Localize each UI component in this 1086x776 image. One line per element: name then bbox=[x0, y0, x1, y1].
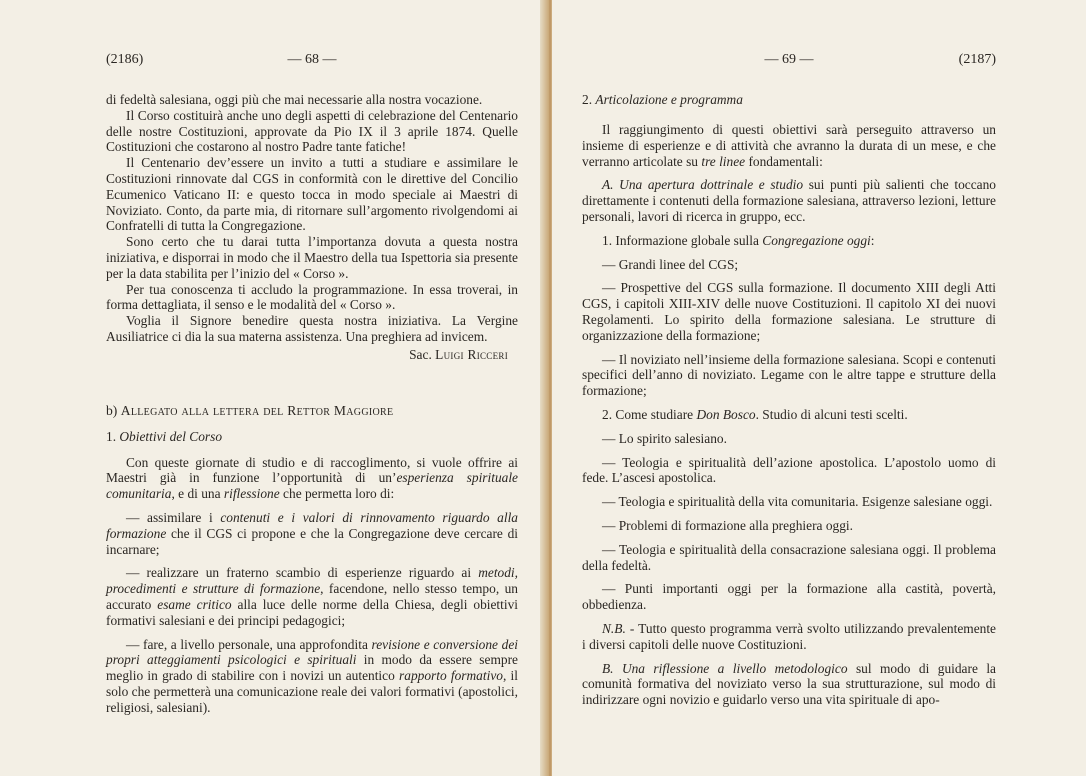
right-page-number: — 69 — bbox=[764, 52, 814, 67]
paragraph-fare bbox=[106, 637, 518, 716]
text-run: rapporto formativo bbox=[399, 668, 503, 684]
paragraph-2 bbox=[582, 407, 996, 423]
text-run: — realizzare un fraterno scambio di esperienze riguardo ai bbox=[126, 565, 479, 581]
subsection-heading-2 bbox=[582, 92, 996, 108]
paragraph: di fedeltà salesiana, oggi più che mai necessarie alla nostra vocazione. bbox=[106, 92, 483, 107]
paragraph: Sono certo che tu darai tutta l’importanza dovuta a questa nostra iniziativa, e disporrai in modo che il Maestro della tua Ispettoria sia presente per la data stabilita per l’inizio del « Corso ». bbox=[106, 234, 518, 281]
list-item: — Teologia e spiritualità della consacrazione salesiana oggi. Il problema della fedeltà. bbox=[582, 541, 996, 573]
text-run: che permetta loro di: bbox=[279, 486, 395, 502]
subsection-heading-2-num: 2. bbox=[582, 92, 596, 107]
signature-prefix: Sac. bbox=[409, 346, 436, 362]
text-run: alla luce delle norme della Chiesa, degli obiettivi formativi salesiani e dei principi pedagogici; bbox=[106, 596, 518, 628]
text-run: . Studio di alcuni testi scelti. bbox=[755, 406, 908, 422]
paragraph: Il Centenario dev’essere un invito a tutti a studiare e assimilare le Costituzioni rinnovate dal CGS in conformità con le direttive del Concilio Ecumenico Vaticano II: e questo tocca in modo speciale ai Maestri di Noviziato. Conto, da parte mia, di ritornare sull’argomento rivolgendomi ai Confratelli di tutta la Congregazione. bbox=[106, 155, 518, 234]
paragraph-b bbox=[582, 661, 996, 708]
paragraph-assimilare bbox=[106, 510, 518, 557]
list-item: — Grandi linee del CGS; bbox=[602, 256, 739, 272]
paragraph: Voglia il Signore benedire questa nostra iniziativa. La Vergine Ausiliatrice ci dia la sua materna assistenza. Una preghiera ad invicem. bbox=[106, 313, 518, 344]
left-page-number: — 68 — bbox=[287, 52, 337, 67]
text-run: fondamentali: bbox=[745, 153, 823, 169]
right-page bbox=[552, 0, 1086, 776]
text-run: 2. Come studiare bbox=[602, 406, 697, 422]
list-item: — Teologia e spiritualità dell’azione apostolica. L’apostolo uomo di fede. L’ascesi apostolica. bbox=[582, 454, 996, 486]
left-header-number: (2186) bbox=[106, 52, 144, 67]
text-run: in modo da essere sempre meglio in grado di stabilire con i novizi un autentico bbox=[106, 652, 518, 684]
text-run: 1. Informazione globale sulla bbox=[602, 232, 763, 248]
text-run: metodi, procedimenti e strutture di formazione bbox=[106, 565, 518, 597]
text-run: tre linee bbox=[701, 153, 746, 169]
paragraph-1 bbox=[582, 233, 996, 249]
text-run: Il raggiungimento di questi obiettivi sarà perseguito attraverso un insieme di esperienze e di attività che avranno la durata di un mese, e che verranno articolate su bbox=[582, 122, 996, 169]
list-item: — Problemi di formazione alla preghiera oggi. bbox=[602, 517, 853, 533]
list-item: — Lo spirito salesiano. bbox=[602, 430, 727, 446]
subsection-heading-1-text: Obiettivi del Corso bbox=[119, 428, 223, 444]
paragraph-intro bbox=[582, 122, 996, 169]
paragraph: Il Corso costituirà anche uno degli aspetti di celebrazione del Centenario delle nostre Costituzioni, approvate da Pio IX il 3 aprile 1874. Quelle Costituzioni che costarono al nostro Padre tante fatiche! bbox=[106, 107, 518, 155]
list-item: — Il noviziato nell’insieme della formazione salesiana. Scopi e contenuti specifici dell’anno di noviziato. Legame con le altre tappe e strutture della formazione; bbox=[582, 351, 996, 399]
text-run: A. Una apertura dottrinale e studio bbox=[602, 177, 804, 193]
text-run: esperienza spirituale comunitaria bbox=[106, 470, 518, 502]
list-item: — Prospettive del CGS sulla formazione. Il documento XIII degli Atti CGS, i capitoli XIII-XIV delle nuove Costituzioni. Il capitolo XI dei nuovi Regolamenti. Lo spirito della formazione salesiana. Le strutture di organizzazione della formazione; bbox=[582, 280, 996, 343]
signature-name: Luigi Ricceri bbox=[435, 346, 508, 362]
list-item: — Teologia e spiritualità della vita comunitaria. Esigenze salesiane oggi. bbox=[602, 494, 993, 510]
right-header bbox=[582, 52, 996, 74]
left-header bbox=[106, 52, 518, 74]
text-run: che il CGS ci propone e che la Congregazione deve cercare di incarnare; bbox=[106, 525, 518, 557]
paragraph-realizzare bbox=[106, 565, 518, 628]
text-run: - Tutto questo programma verrà svolto utilizzando prevalentemente i diversi capitoli delle nuove Costituzioni. bbox=[582, 620, 996, 652]
paragraph-a bbox=[582, 177, 996, 224]
signature bbox=[106, 347, 518, 363]
text-run: sul modo di guidare la comunità formativa del noviziato verso la sua strutturazione, sul modo di indirizzare ogni novizio e guidarlo verso una vita spirituale di apo- bbox=[582, 660, 996, 708]
text-run: revisione e conversione dei propri atteggiamenti psicologici e spirituali bbox=[106, 636, 518, 668]
section-heading-b bbox=[106, 403, 518, 419]
text-run: , facendone, nello stesso tempo, un accurato bbox=[106, 581, 518, 612]
text-run: : bbox=[870, 232, 875, 248]
text-run: Con queste giornate di studio e di raccoglimento, si vuole offrire ai Maestri già in funzione l’opportunità di un’ bbox=[106, 454, 518, 486]
text-run: , e di una bbox=[171, 486, 224, 502]
paragraph-obiettivi bbox=[106, 455, 518, 502]
text-run: B. Una riflessione a livello metodologico bbox=[602, 660, 848, 676]
text-run: contenuti e i valori di rinnovamento riguardo alla formazione bbox=[106, 509, 518, 541]
list-item: — Punti importanti oggi per la formazione alla castità, povertà, obbedienza. bbox=[582, 581, 996, 613]
text-run: — assimilare i bbox=[126, 509, 221, 525]
right-header-number: (2187) bbox=[958, 52, 996, 67]
text-run: sui punti più salienti che toccano direttamente i contenuti della formazione salesiana, attraverso lezioni, letture personali, lavori di ricerca in gruppo, ecc. bbox=[582, 177, 996, 224]
text-run: Congregazione oggi bbox=[762, 232, 871, 248]
text-run: , il solo che permetterà una comunicazione reale dei valori formativi (apostolici, religiosi, salesiani). bbox=[106, 668, 518, 715]
paragraph: Per tua conoscenza ti accludo la programmazione. In essa troverai, in forma dettagliata, il senso e le modalità del « Corso ». bbox=[106, 281, 518, 313]
subsection-heading-1 bbox=[106, 429, 518, 445]
text-run: — fare, a livello personale, una approfondita bbox=[126, 636, 372, 652]
paragraph-nb bbox=[582, 621, 996, 653]
text-run: Don Bosco bbox=[696, 406, 756, 422]
text-run: riflessione bbox=[223, 486, 280, 502]
text-run: N.B. bbox=[602, 620, 626, 636]
text-run: esame critico bbox=[157, 596, 232, 612]
subsection-heading-1-num: 1. bbox=[106, 428, 120, 444]
subsection-heading-2-text: Articolazione e programma bbox=[595, 92, 743, 107]
section-heading-b-prefix: b) bbox=[106, 402, 121, 418]
section-heading-b-text: Allegato alla lettera del Rettor Maggiore bbox=[120, 402, 394, 418]
